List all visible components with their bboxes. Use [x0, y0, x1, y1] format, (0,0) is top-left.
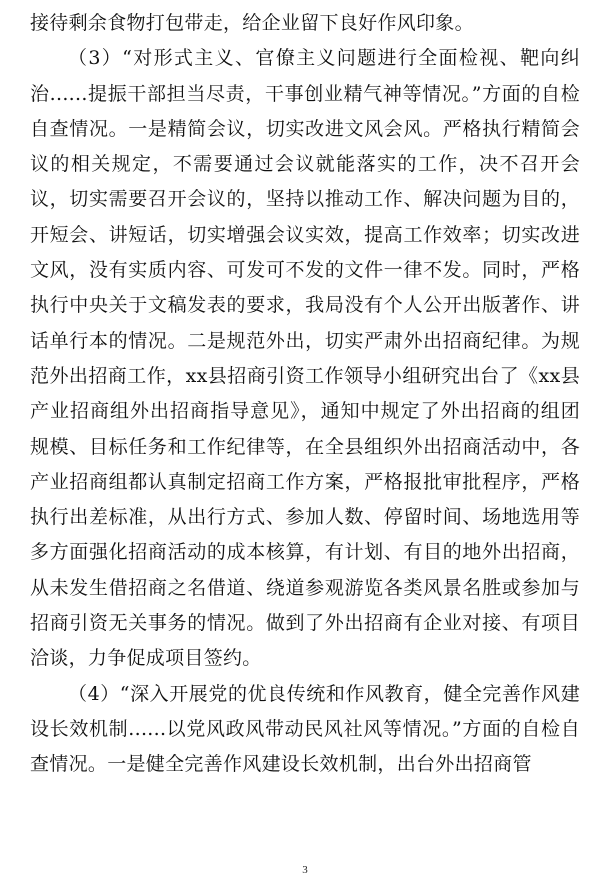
paragraph-item-4: （4）“深入开展党的优良传统和作风教育，健全完善作风建设长效机制......以党风政风带动民风社风等情况。”方面的自检自查情况。一是健全完善作风建设长效机制，出台外出招商管 — [30, 682, 580, 776]
page-number: 3 — [302, 864, 308, 876]
paragraph-item-3: （3）“对形式主义、官僚主义问题进行全面检视、靶向纠治......提振干部担当尽责，干事创业精气神等情况。”方面的自检自查情况。一是精简会议，切实改进文风会风。严格执行精简会议的相关规定，不需要通过会议就能落实的工作，决不召开会议，切实需要召开会议的，坚持以推动工作、解决问题为目的，开短会、讲短话，切实增强会议实效，提高工作效率；切实改进文风，没有实质内容、可发可不发的文件一律不发。同时，严格执行中央关于文稿发表的要求，我局没有个人公开出版著作、讲话单行本的情况。二是规范外出，切实严肃外出招商纪律。为规范外出招商工作，xx县招商引资工作领导小组研究出台了《xx县产业招商组外出招商指导意见》，通知中规定了外出招商的组团规模、目标任务和工作纪律等，在全县组织外出招商活动中，各产业招商组都认真制定招商工作方案，严格报批审批程序，严格执行出差标准，从出行方式、参加人数、停留时间、场地选用等多方面强化招商活动的成本核算，有计划、有目的地外出招商，从未发生借招商之名借道、绕道参观游览各类风景名胜或参加与招商引资无关事务的情况。做到了外出招商有企业对接、有项目洽谈，力争促成项目签约。 — [30, 47, 580, 670]
document-body — [30, 6, 580, 783]
paragraph-continuation: 接待剩余食物打包带走，给企业留下良好作风印象。 — [30, 12, 474, 34]
